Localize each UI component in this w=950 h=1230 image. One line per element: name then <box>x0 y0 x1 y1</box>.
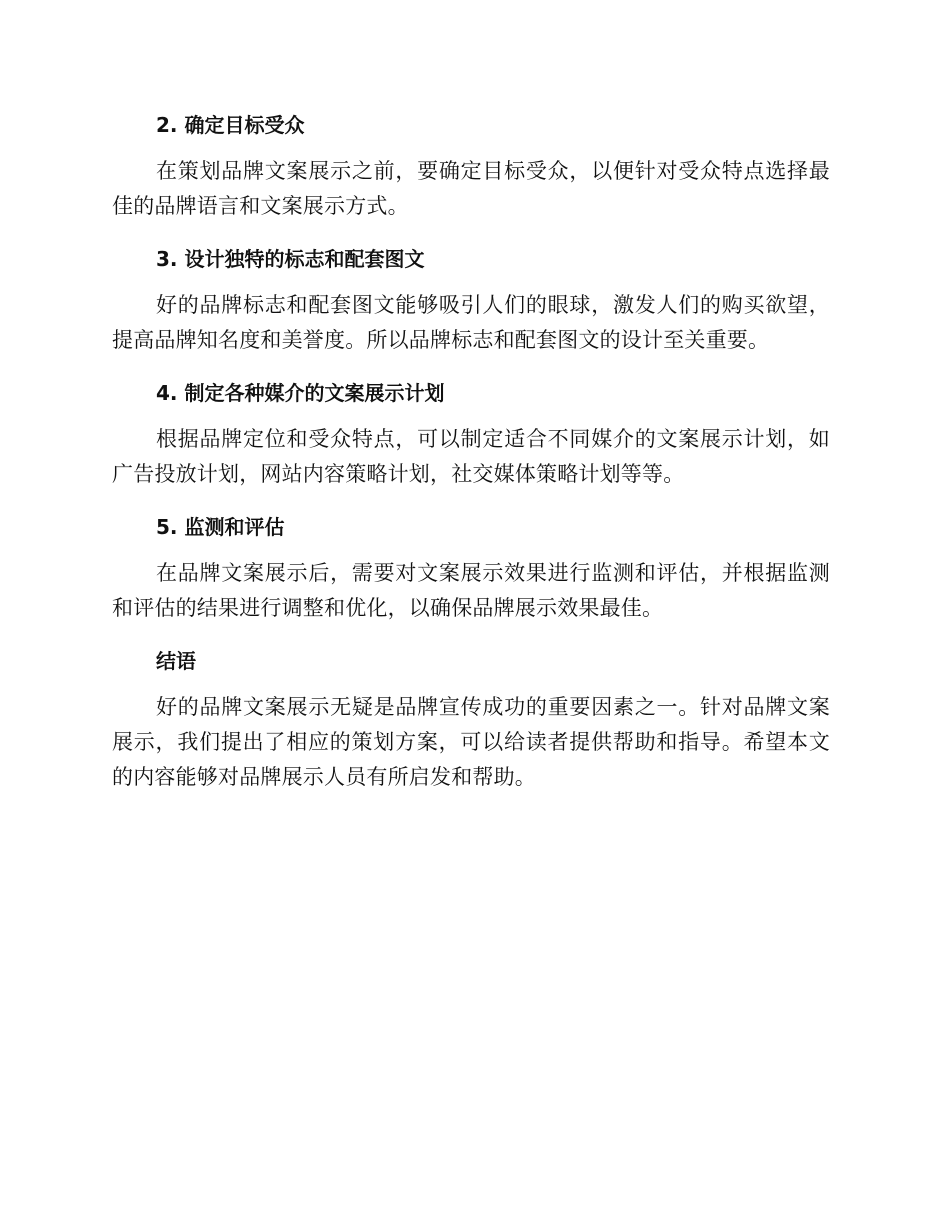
section-target-audience <box>112 108 830 224</box>
section-media-plan <box>112 376 830 492</box>
section-paragraph: 根据品牌定位和受众特点，可以制定适合不同媒介的文案展示计划，如广告投放计划，网站内容策略计划，社交媒体策略计划等等。 <box>112 427 830 486</box>
section-paragraph: 好的品牌文案展示无疑是品牌宣传成功的重要因素之一。针对品牌文案展示，我们提出了相应的策划方案，可以给读者提供帮助和指导。希望本文的内容能够对品牌展示人员有所启发和帮助。 <box>112 695 830 789</box>
section-paragraph: 在品牌文案展示后，需要对文案展示效果进行监测和评估，并根据监测和评估的结果进行调整和优化，以确保品牌展示效果最佳。 <box>112 561 830 620</box>
section-heading: 5. 监测和评估 <box>156 515 285 539</box>
section-heading: 2. 确定目标受众 <box>156 113 305 137</box>
document-page <box>112 108 830 813</box>
section-paragraph: 好的品牌标志和配套图文能够吸引人们的眼球，激发人们的购买欲望，提高品牌知名度和美誉度。所以品牌标志和配套图文的设计至关重要。 <box>112 293 830 352</box>
section-heading: 4. 制定各种媒介的文案展示计划 <box>156 381 445 405</box>
section-heading: 3. 设计独特的标志和配套图文 <box>156 247 425 271</box>
section-monitoring <box>112 510 830 626</box>
section-logo-design <box>112 242 830 358</box>
section-heading: 结语 <box>156 649 196 673</box>
section-conclusion <box>112 644 830 795</box>
section-paragraph: 在策划品牌文案展示之前，要确定目标受众，以便针对受众特点选择最佳的品牌语言和文案展示方式。 <box>112 159 830 218</box>
